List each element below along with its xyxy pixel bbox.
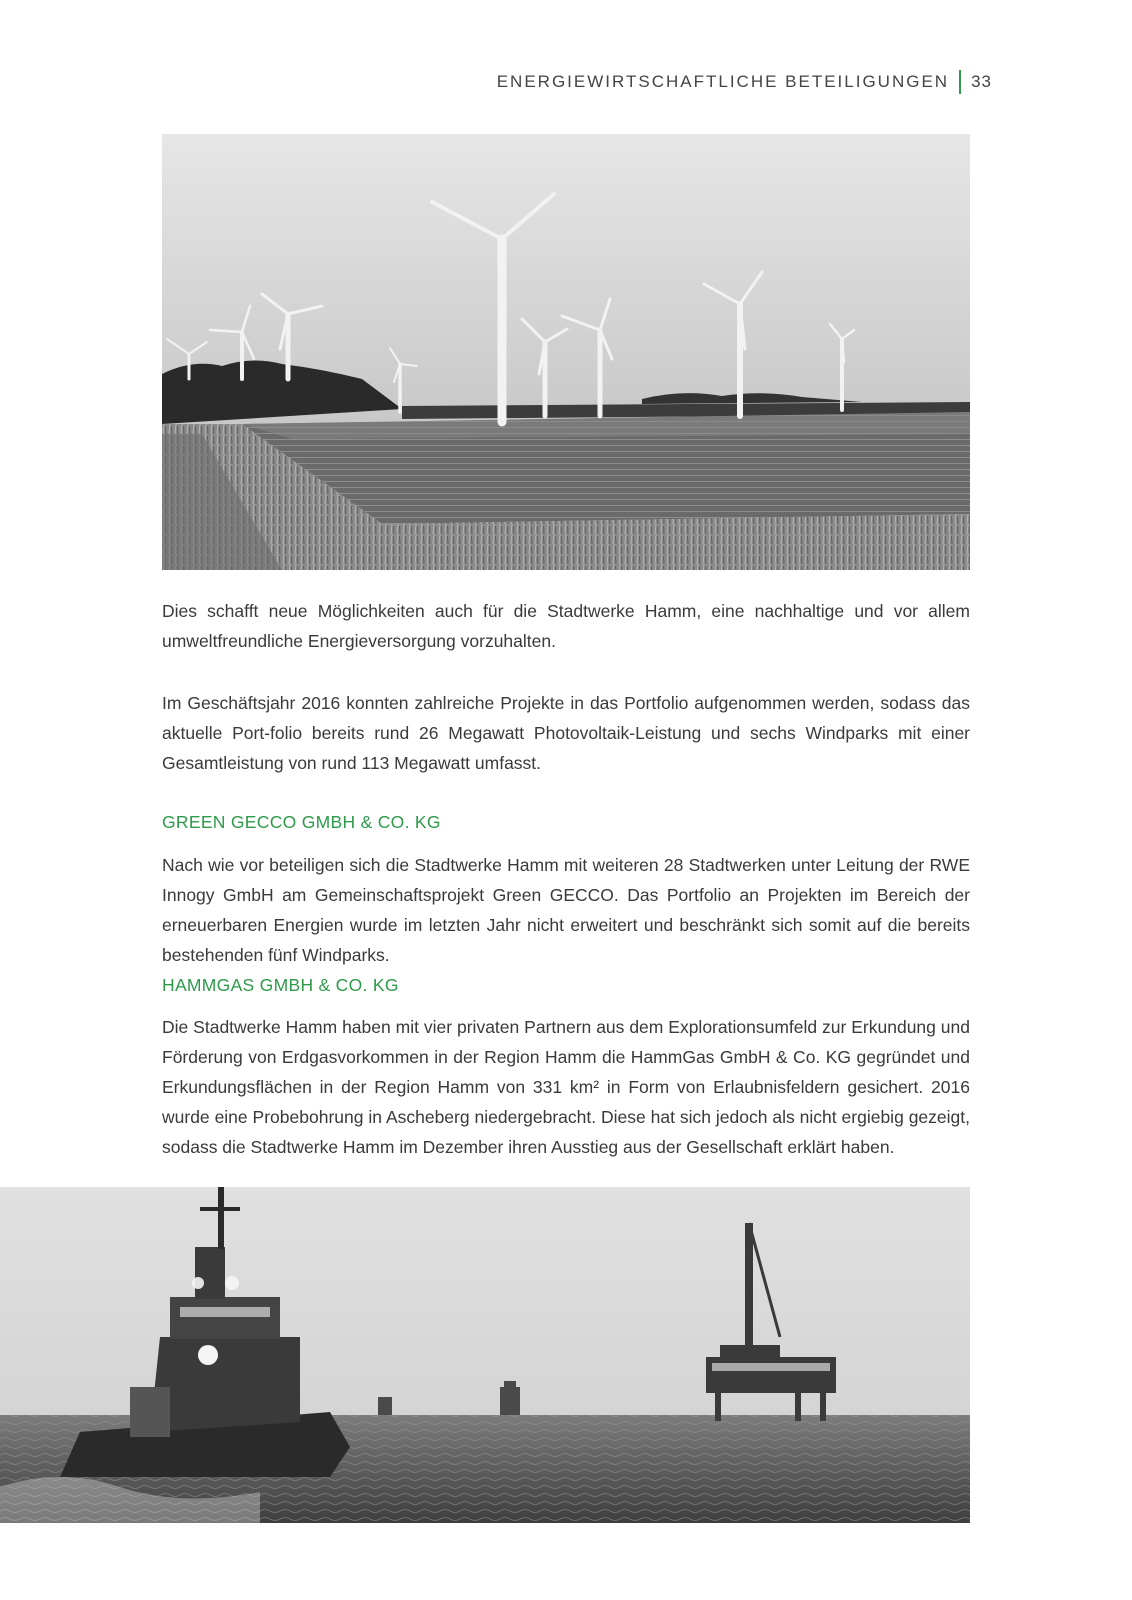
section-heading-hammgas: HAMMGAS GMBH & CO. KG — [162, 975, 399, 995]
section-body-green-gecco — [162, 850, 970, 970]
section-title: ENERGIEWIRTSCHAFTLICHE BETEILIGUNGEN — [496, 72, 950, 91]
running-header — [497, 70, 992, 94]
page-number: 33 — [971, 72, 992, 91]
paragraph-text: Die Stadtwerke Hamm haben mit vier privaten Partnern aus dem Explorationsumfeld zur Erkundung und Förderung von Erdgasvorkommen in der Region Hamm die HammGas GmbH & Co. KG gegründet und Erkundungsflächen in der Region Hamm von 331 km² in Form von Erlaubnisfeldern gesichert. 2016 wurde eine Probebohrung in Ascheberg niedergebracht. Diese hat sich jedoch als nicht ergiebig gezeigt, sodass die Stadtwerke Hamm im Dezember ihren Ausstieg aus der Gesellschaft erklärt haben. — [162, 1017, 970, 1157]
section-heading-green-gecco: GREEN GECCO GMBH & CO. KG — [162, 812, 441, 832]
section-body-hammgas — [162, 1012, 970, 1162]
header-divider — [959, 70, 961, 94]
offshore-tugboat-photo — [0, 1187, 970, 1523]
wind-solar-photo — [162, 134, 970, 570]
paragraph-text: Im Geschäftsjahr 2016 konnten zahlreiche Projekte in das Portfolio aufgenommen werden, sodass das aktuelle Port-folio bereits rund 26 Megawatt Photovoltaik-Leistung und sechs Windparks mit einer Gesamtleistung von rund 113 Megawatt umfasst. — [162, 693, 970, 773]
intro-paragraph-1 — [162, 596, 970, 656]
paragraph-text: Dies schafft neue Möglichkeiten auch für die Stadtwerke Hamm, eine nachhaltige und vor allem umweltfreundliche Energieversorgung vorzuhalten. — [162, 601, 970, 651]
paragraph-text: Nach wie vor beteiligen sich die Stadtwerke Hamm mit weiteren 28 Stadtwerken unter Leitung der RWE Innogy GmbH am Gemeinschaftsprojekt Green GECCO. Das Portfolio an Projekten im Bereich der erneuerbaren Energien wurde im letzten Jahr nicht erweitert und beschränkt sich somit auf die bereits bestehenden fünf Windparks. — [162, 855, 970, 965]
intro-paragraph-2 — [162, 688, 970, 778]
